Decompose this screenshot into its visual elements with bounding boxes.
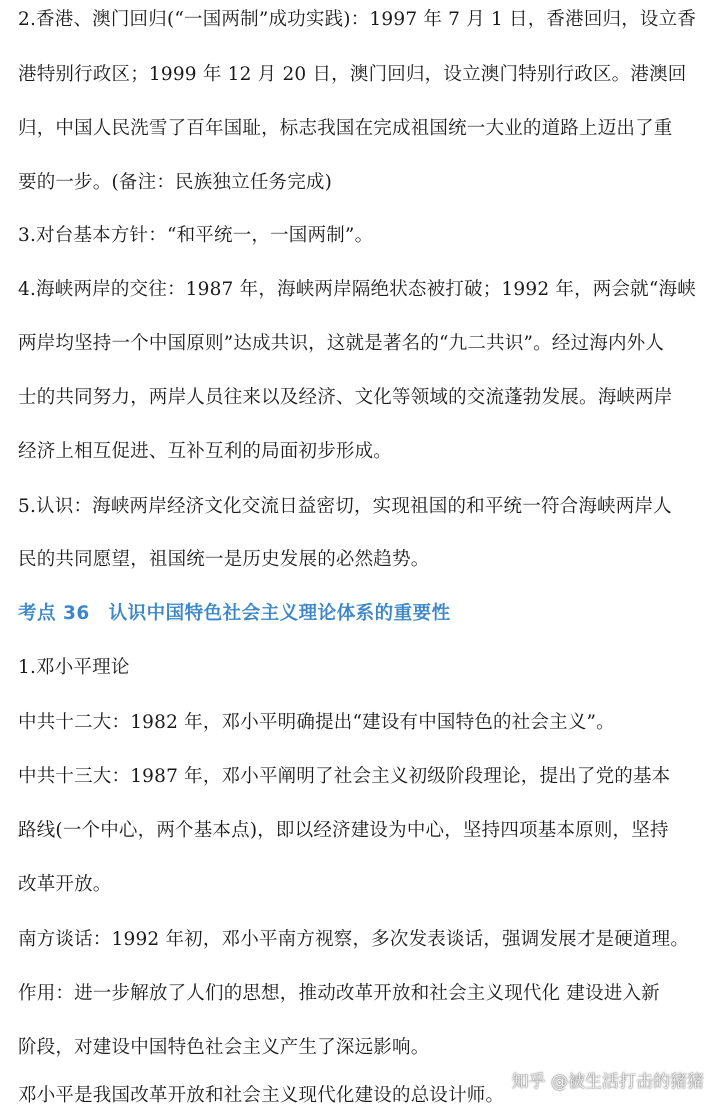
text-line: 中共十二大：1982 年，邓小平明确提出“建设有中国特色的社会主义”。 — [18, 712, 615, 733]
text-line: 民的共同愿望，祖国统一是历史发展的必然趋势。 — [18, 549, 430, 570]
text-line: 1.邓小平理论 — [18, 657, 130, 678]
text-line: 士的共同努力，两岸人员往来以及经济、文化等领域的交流蓬勃发展。海峡两岸 — [18, 387, 673, 408]
text-line: 经济上相互促进、互补互利的局面初步形成。 — [18, 441, 393, 462]
text-line: 3.对台基本方针：“和平统一，一国两制”。 — [18, 225, 374, 246]
text-line: 要的一步。(备注：民族独立任务完成) — [18, 172, 333, 193]
text-line: 港特别行政区；1999 年 12 月 20 日，澳门回归，设立澳门特别行政区。港澳回 — [18, 64, 687, 85]
text-line: 中共十三大：1987 年，邓小平阐明了社会主义初级阶段理论，提出了党的基本 — [18, 766, 671, 787]
text-line: 4.海峡两岸的交往：1987 年，海峡两岸隔绝状态被打破；1992 年，两会就“海峡 — [18, 279, 696, 300]
text-line: 路线(一个中心，两个基本点)，即以经济建设为中心，坚持四项基本原则，坚持 — [18, 820, 669, 841]
text-line: 作用：进一步解放了人们的思想，推动改革开放和社会主义现代化 建设进入新 — [18, 983, 660, 1004]
text-line: 2.香港、澳门回归(“一国两制”成功实践)：1997 年 7 月 1 日，香港回归，设立香 — [18, 9, 697, 30]
text-line: 阶段，对建设中国特色社会主义产生了深远影响。 — [18, 1037, 430, 1058]
text-line: 两岸均坚持一个中国原则”达成共识，这就是著名的“九二共识”。经过海内外人 — [18, 333, 665, 354]
text-line: 邓小平是我国改革开放和社会主义现代化建设的总设计师。 — [18, 1085, 505, 1106]
section-heading: 考点 36 认识中国特色社会主义理论体系的重要性 — [18, 603, 451, 624]
text-line: 5.认识：海峡两岸经济文化交流日益密切，实现祖国的和平统一符合海峡两岸人 — [18, 496, 672, 517]
text-line: 归，中国人民洗雪了百年国耻，标志我国在完成祖国统一大业的道路上迈出了重 — [18, 118, 673, 139]
watermark: 知乎 @被生活打击的猪猪 — [511, 1072, 704, 1092]
text-line: 改革开放。 — [18, 874, 112, 895]
text-line: 南方谈话：1992 年初，邓小平南方视察，多次发表谈话，强调发展才是硬道理。 — [18, 929, 690, 950]
